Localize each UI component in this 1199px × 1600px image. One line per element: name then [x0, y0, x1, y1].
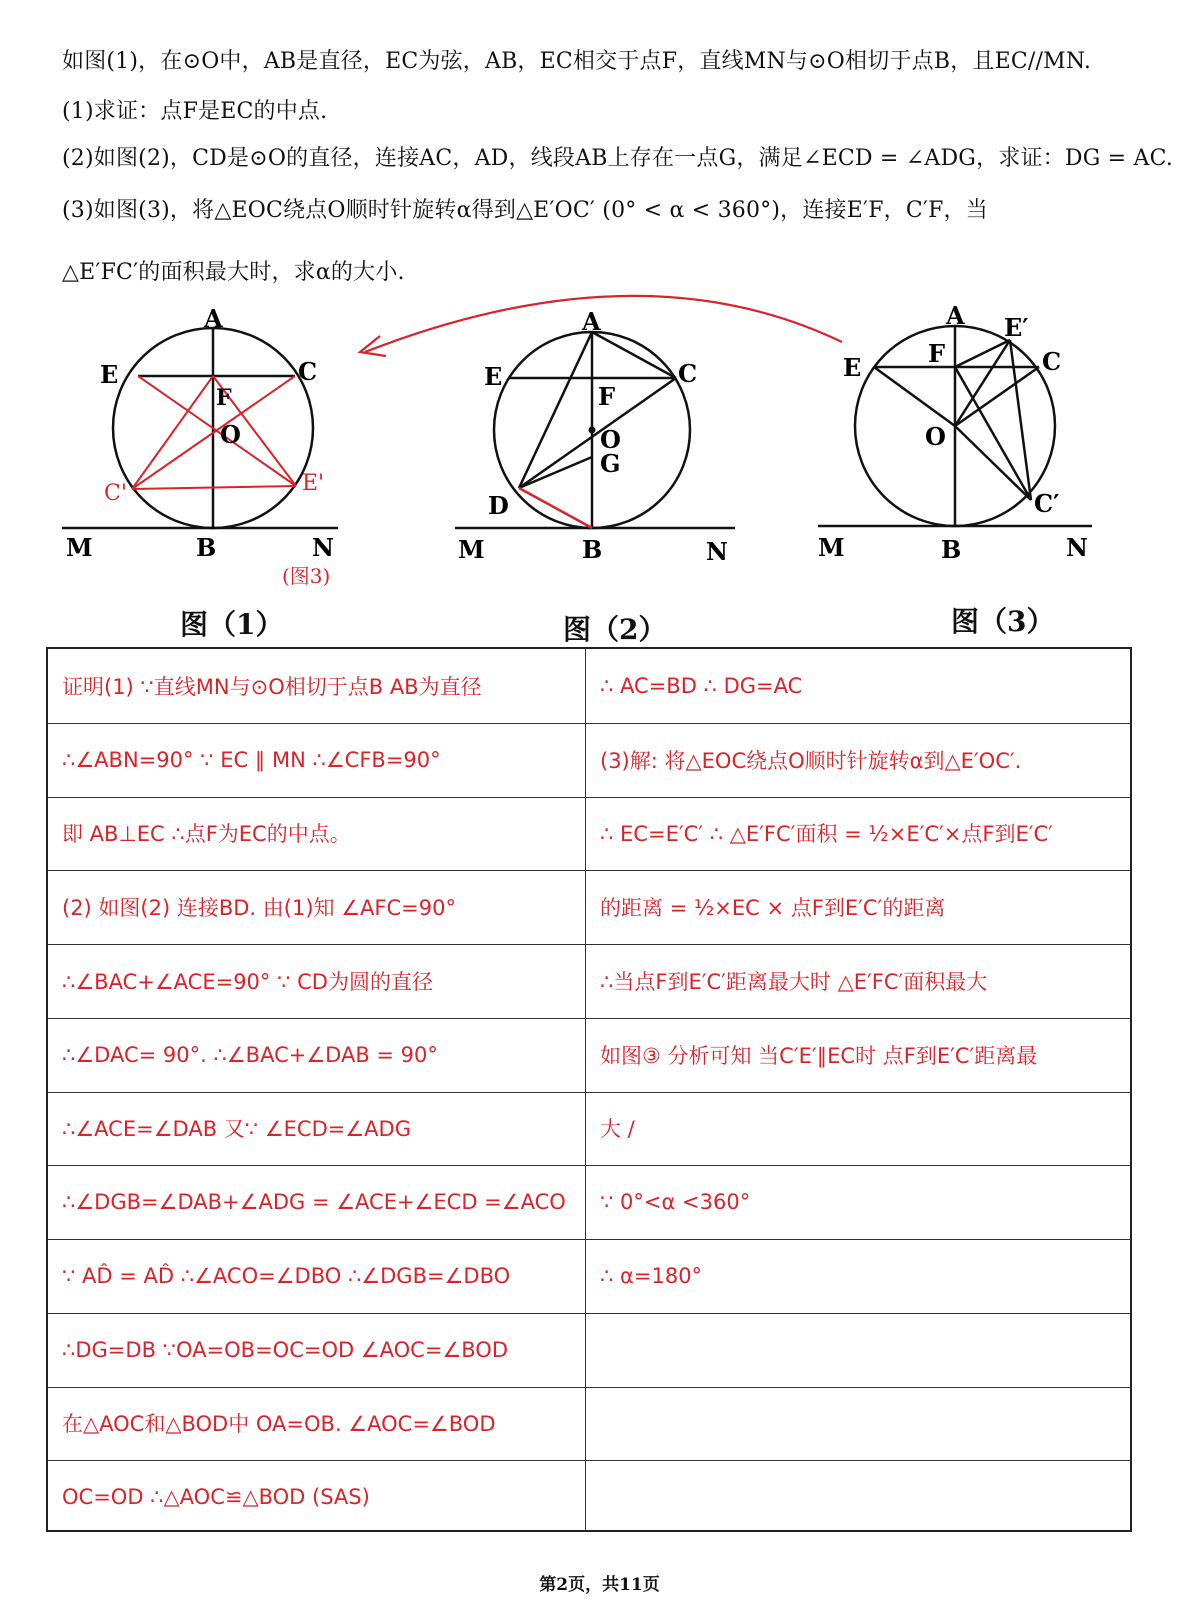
fig2-label-b: B — [582, 535, 603, 564]
solution-right-line: ∵ 0°<α <360° — [600, 1190, 751, 1215]
fig1-label-b: B — [196, 533, 217, 562]
table-row-divider — [48, 1018, 1130, 1019]
solution-right-column — [586, 649, 1132, 1530]
fig2-label-e: E — [484, 362, 503, 391]
figures-svg — [0, 290, 1199, 620]
fig1-label-o: O — [220, 420, 241, 449]
question-part2: (2)如图(2)，CD是⊙O的直径，连接AC，AD，线段AB上存在一点G，满足∠ECD = ∠ADG，求证：DG = AC. — [62, 146, 1174, 171]
solution-left-line: ∴∠BAC+∠ACE=90° ∵ CD为圆的直径 — [62, 969, 433, 994]
fig2-caption: 图（2） — [563, 613, 667, 646]
table-row-divider — [48, 1313, 1130, 1314]
fig2-label-c: C — [678, 359, 698, 388]
fig2-label-n: N — [706, 537, 728, 566]
solution-left-line: ∴∠ABN=90° ∵ EC ∥ MN ∴∠CFB=90° — [62, 747, 441, 772]
fig2-label-a: A — [582, 307, 601, 336]
fig1-label-m: M — [66, 533, 93, 562]
solution-right-line: ∴当点F到E′C′距离最大时 △E′FC′面积最大 — [600, 969, 988, 994]
fig1-label-e: E — [100, 360, 119, 389]
solution-right-line: ∴ α=180° — [600, 1263, 703, 1288]
solution-left-line: 证明(1) ∵直线MN与⊙O相切于点B AB为直径 — [62, 674, 482, 699]
fig3-line-fcp — [955, 367, 1031, 500]
solution-left-line: ∵ AD̂ = AD̂ ∴∠ACO=∠DBO ∴∠DGB=∠DBO — [62, 1263, 511, 1288]
fig1-red-note: (图3) — [282, 564, 331, 588]
fig3-label-o: O — [925, 422, 946, 451]
table-row-divider — [48, 723, 1130, 724]
solution-left-line: ∴∠DAC= 90°. ∴∠BAC+∠DAB = 90° — [62, 1042, 438, 1067]
table-row-divider — [48, 1092, 1130, 1093]
solution-right-line — [586, 1313, 1132, 1387]
question-part3-line1: (3)如图(3)，将△EOC绕点O顺时针旋转α得到△E′OC′ (0° < α < 360°)，连接E′F，C′F，当 — [62, 198, 988, 223]
figure-1 — [62, 304, 338, 588]
fig1-red-f-cp — [132, 376, 213, 489]
table-row-divider — [48, 1165, 1130, 1166]
fig1-caption: 图（1） — [180, 608, 284, 641]
fig2-label-g: G — [600, 449, 621, 478]
fig3-label-a: A — [946, 301, 965, 330]
fig3-line-oc — [955, 367, 1039, 426]
solution-left-line: OC=OD ∴△AOC≌△BOD (SAS) — [62, 1485, 370, 1510]
fig3-line-oe — [874, 367, 955, 426]
red-arrow-curve — [365, 296, 842, 352]
solution-left-line: ∴∠DGB=∠DAB+∠ADG = ∠ACE+∠ECD =∠ACO — [62, 1190, 566, 1215]
fig3-caption: 图（3） — [951, 605, 1055, 638]
solution-left-line: (2) 如图(2) 连接BD. 由(1)知 ∠AFC=90° — [62, 896, 456, 921]
fig1-label-f: F — [216, 385, 232, 411]
solution-left-line: ∴DG=DB ∵OA=OB=OC=OD ∠AOC=∠BOD — [62, 1337, 509, 1362]
table-row-divider — [48, 1387, 1130, 1388]
fig3-label-b: B — [941, 535, 962, 564]
solution-right-line — [586, 1387, 1132, 1461]
table-row-divider — [48, 1239, 1130, 1240]
fig3-label-c: C — [1042, 347, 1062, 376]
solution-left-line: 即 AB⊥EC ∴点F为EC的中点。 — [62, 822, 351, 847]
question-part1: (1)求证：点F是EC的中点. — [62, 99, 328, 124]
fig3-label-cprime: C′ — [1034, 489, 1060, 518]
page-footer: 第2页，共11页 — [539, 1575, 660, 1595]
solution-right-line: (3)解: 将△EOC绕点O顺时针旋转α到△E′OC′. — [600, 748, 1022, 773]
fig1-label-n: N — [312, 533, 334, 562]
table-row-divider — [48, 944, 1130, 945]
fig2-label-o: O — [600, 425, 621, 454]
fig3-label-m: M — [818, 533, 845, 562]
fig3-label-n: N — [1066, 533, 1088, 562]
table-row-divider — [48, 870, 1130, 871]
fig1-label-eprime: E' — [302, 471, 325, 496]
fig2-point-o — [589, 427, 596, 434]
fig1-label-cprime: C' — [104, 481, 127, 506]
fig2-label-f: F — [598, 382, 616, 411]
table-row-divider — [48, 797, 1130, 798]
fig2-label-m: M — [458, 535, 485, 564]
solution-right-line: ∴ AC=BD ∴ DG=AC — [600, 673, 803, 698]
fig3-line-ocp — [955, 426, 1031, 500]
fig2-line-ac — [592, 332, 676, 378]
solution-right-line: 大 / — [600, 1117, 635, 1142]
solution-right-line: 的距离 = ½×EC × 点F到E′C′的距离 — [600, 896, 946, 921]
solution-right-line: 如图③ 分析可知 当C′E′∥EC时 点F到E′C′距离最 — [600, 1043, 1038, 1068]
fig3-line-epcp — [1010, 340, 1031, 500]
solution-left-line: ∴∠ACE=∠DAB 又∵ ∠ECD=∠ADG — [62, 1117, 411, 1142]
table-row-divider — [48, 1460, 1130, 1461]
fig2-label-d: D — [488, 491, 509, 520]
solution-right-line — [586, 1460, 1132, 1534]
solution-left-line: 在△AOC和△BOD中 OA=OB. ∠AOC=∠BOD — [62, 1412, 496, 1437]
solution-right-line: ∴ EC=E′C′ ∴ △E′FC′面积 = ½×E′C′×点F到E′C′ — [600, 822, 1053, 847]
figure-3 — [818, 301, 1092, 564]
question-intro: 如图(1)，在⊙O中，AB是直径，EC为弦，AB，EC相交于点F，直线MN与⊙O相切于点B，且EC//MN. — [62, 49, 1092, 74]
figure-2 — [455, 307, 735, 566]
fig1-label-c: C — [298, 357, 318, 386]
question-part3-line2: △E′FC′的面积最大时，求α的大小. — [62, 260, 405, 285]
fig3-label-e: E — [843, 353, 862, 382]
fig1-label-a: A — [204, 304, 223, 333]
solution-left-column — [48, 649, 585, 1530]
fig3-label-f: F — [928, 339, 946, 368]
fig3-label-eprime: E′ — [1004, 313, 1029, 342]
solution-table — [46, 647, 1132, 1532]
